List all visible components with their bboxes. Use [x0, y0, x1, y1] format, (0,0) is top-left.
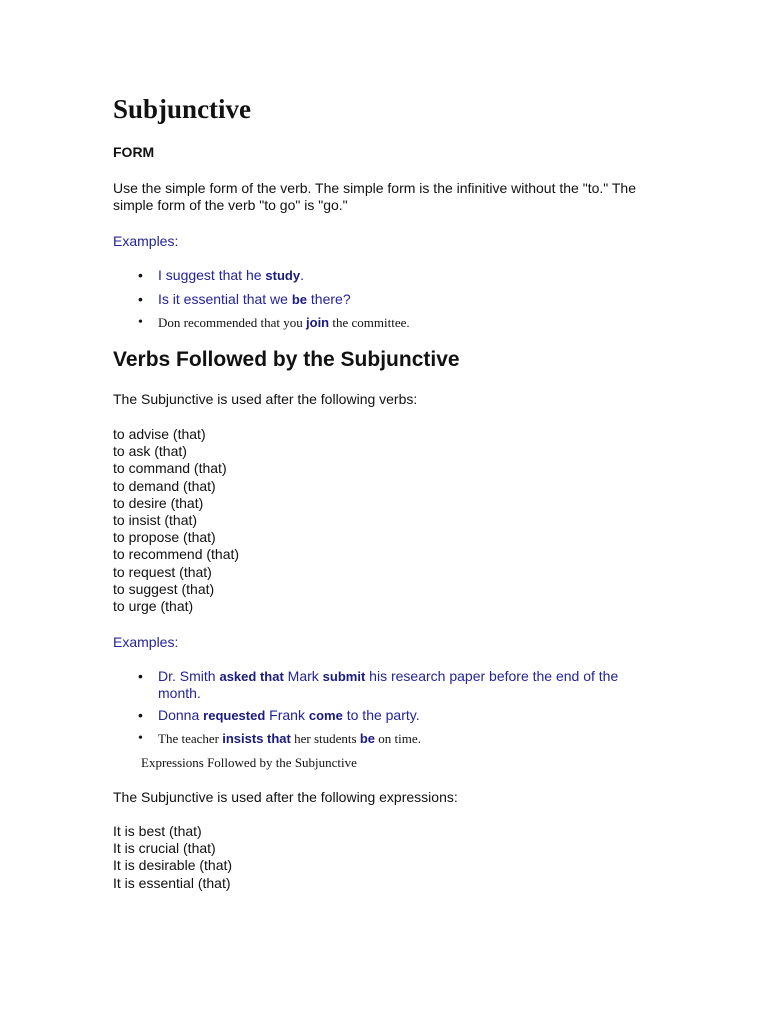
bullet-icon: •	[138, 315, 143, 330]
list-item: to insist (that)	[113, 512, 198, 529]
list-item: • I suggest that he study.	[138, 267, 304, 283]
list-item: to command (that)	[113, 460, 227, 477]
bullet-icon: •	[138, 291, 143, 307]
list-item: to advise (that)	[113, 426, 206, 442]
list-item: It is crucial (that)	[113, 840, 216, 857]
expressions-list	[113, 823, 232, 892]
list-item: • Dr. Smith asked that Mark submit his research paper before the end of the month.	[138, 668, 619, 701]
bullet-icon: •	[138, 668, 143, 684]
page-title: Subjunctive	[113, 94, 252, 124]
verbs-examples-list	[113, 668, 648, 747]
bullet-icon: •	[138, 707, 143, 723]
form-examples-list	[113, 265, 638, 333]
bullet-icon: •	[138, 731, 143, 746]
list-item: It is best (that)	[113, 823, 202, 839]
list-item: to demand (that)	[113, 477, 216, 494]
verbs-examples-label: Examples:	[113, 634, 179, 650]
list-item: to ask (that)	[113, 443, 187, 460]
list-item: to suggest (that)	[113, 580, 215, 597]
list-item: • Don recommended that you join the committee.	[113, 313, 638, 333]
form-intro-paragraph: Use the simple form of the verb. The simple form is the infinitive without the "to." The simple form of the verb "to go" is "go."	[113, 180, 636, 213]
list-item: It is desirable (that)	[113, 857, 233, 874]
expressions-section-heading: Expressions Followed by the Subjunctive	[141, 755, 357, 770]
list-item: to desire (that)	[113, 494, 204, 511]
bullet-icon: •	[138, 267, 143, 283]
list-item: • Donna requested Frank come to the party.	[138, 707, 420, 723]
list-item: to recommend (that)	[113, 546, 240, 563]
list-item: to urge (that)	[113, 598, 194, 615]
expressions-intro-paragraph: The Subjunctive is used after the following expressions:	[113, 789, 458, 805]
list-item: • Is it essential that we be there?	[138, 291, 351, 307]
form-examples-label: Examples:	[113, 233, 179, 249]
form-heading: FORM	[113, 144, 155, 160]
verbs-list	[113, 426, 239, 615]
list-item: • The teacher insists that her students be on time.	[138, 731, 421, 746]
list-item: It is essential (that)	[113, 874, 231, 891]
verbs-section-heading: Verbs Followed by the Subjunctive	[113, 348, 460, 371]
verbs-intro-paragraph: The Subjunctive is used after the following verbs:	[113, 391, 418, 407]
list-item: to request (that)	[113, 563, 212, 580]
list-item: to propose (that)	[113, 529, 216, 546]
